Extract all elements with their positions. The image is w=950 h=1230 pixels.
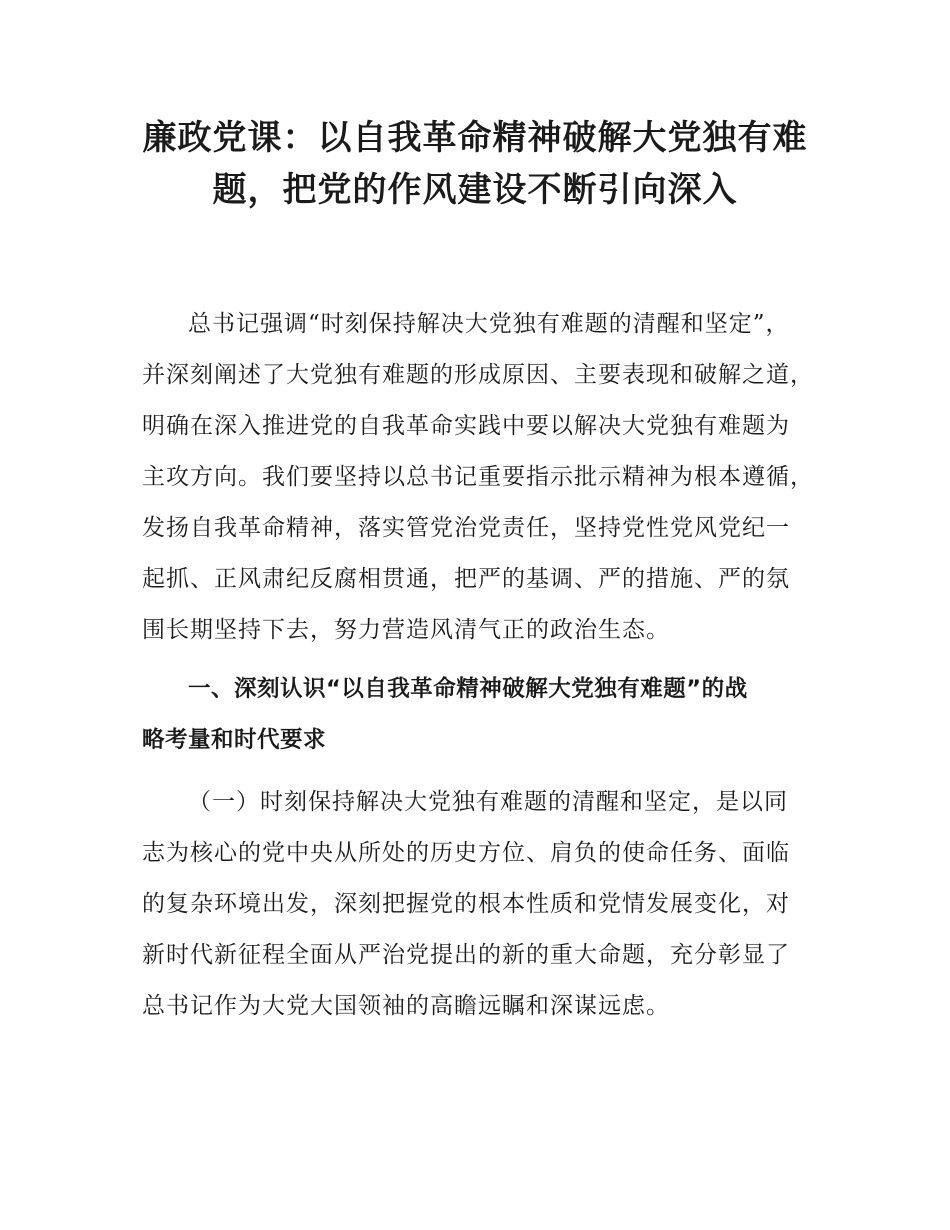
paragraph-line: 总书记强调“时刻保持解决大党独有难题的清醒和坚定”， bbox=[188, 311, 790, 337]
paragraph-line: 新时代新征程全面从严治党提出的新的重大命题，充分彰显了 bbox=[142, 942, 790, 968]
paragraph-line: 围长期坚持下去，努力营造风清气正的政治生态。 bbox=[142, 617, 670, 643]
intro-paragraph bbox=[142, 299, 822, 656]
heading-line: 一、深刻认识“以自我革命精神破解大党独有难题”的战 bbox=[188, 676, 748, 702]
paragraph-line: 的复杂环境出发，深刻把握党的根本性质和党情发展变化，对 bbox=[142, 891, 790, 917]
subsection-paragraph-1 bbox=[142, 777, 822, 1032]
paragraph-line: 发扬自我革命精神，落实管党治党责任，坚持党性党风党纪一 bbox=[142, 515, 790, 541]
title-line: 廉政党课：以自我革命精神破解大党独有难 bbox=[142, 118, 808, 158]
title-line: 题，把党的作风建设不断引向深入 bbox=[212, 170, 738, 210]
paragraph-line: 明确在深入推进党的自我革命实践中要以解决大党独有难题为 bbox=[142, 413, 790, 439]
paragraph-line: 起抓、正风肃纪反腐相贯通，把严的基调、严的措施、严的氛 bbox=[142, 566, 790, 592]
paragraph-line: 总书记作为大党大国领袖的高瞻远瞩和深谋远虑。 bbox=[142, 993, 670, 1019]
document-title bbox=[130, 112, 820, 216]
heading-line: 略考量和时代要求 bbox=[142, 727, 327, 753]
paragraph-line: （一）时刻保持解决大党独有难题的清醒和坚定，是以同 bbox=[188, 789, 788, 815]
paragraph-line: 主攻方向。我们要坚持以总书记重要指示批示精神为根本遵循， bbox=[142, 464, 814, 490]
paragraph-line: 志为核心的党中央从所处的历史方位、肩负的使命任务、面临 bbox=[142, 840, 790, 866]
section-heading-1 bbox=[142, 664, 822, 766]
paragraph-line: 并深刻阐述了大党独有难题的形成原因、主要表现和破解之道， bbox=[142, 362, 814, 388]
